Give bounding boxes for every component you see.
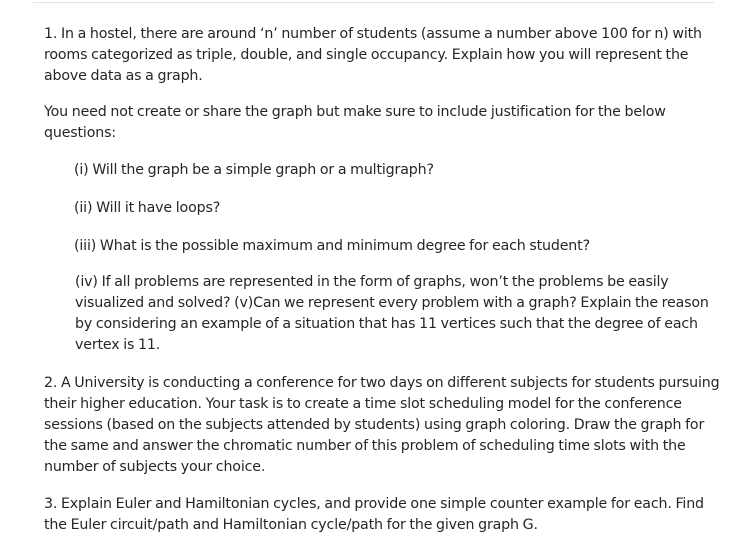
question-1-text: 1. In a hostel, there are around ‘n’ number of students (assume a number above 100 for n) with rooms categorized as triple, double, and single occupancy. Explain how you will represent the above data as a graph.: [44, 26, 702, 84]
question-1-subpart-ii: (ii) Will it have loops?: [74, 200, 221, 216]
question-1-subpart-iii: (iii) What is the possible maximum and minimum degree for each student?: [74, 238, 590, 254]
question-2-text: 2. A University is conducting a conference for two days on different subjects for students pursuing their higher education. Your task is to create a time slot scheduling model for the conference sessions (based on the subjects attended by students) using graph coloring. Draw the graph for the same and answer the chromatic number of this problem of scheduling time slots with the number of subjects your choice.: [44, 375, 720, 475]
question-3-text: 3. Explain Euler and Hamiltonian cycles, and provide one simple counter example for each. Find the Euler circuit/path and Hamiltonian cycle/path for the given graph G.: [44, 496, 704, 533]
top-divider: [33, 2, 714, 3]
question-1-subpart-iv-v: (iv) If all problems are represented in the form of graphs, won’t the problems be easily visualized and solved? (v)Can we represent every problem with a graph? Explain the reason by considering an example of a situation that has 11 vertices such that the degree of each vertex is 11.: [75, 274, 709, 353]
question-1-subpart-i: (i) Will the graph be a simple graph or a multigraph?: [74, 162, 434, 178]
question-1-note: You need not create or share the graph but make sure to include justification for the below questions:: [44, 104, 666, 141]
